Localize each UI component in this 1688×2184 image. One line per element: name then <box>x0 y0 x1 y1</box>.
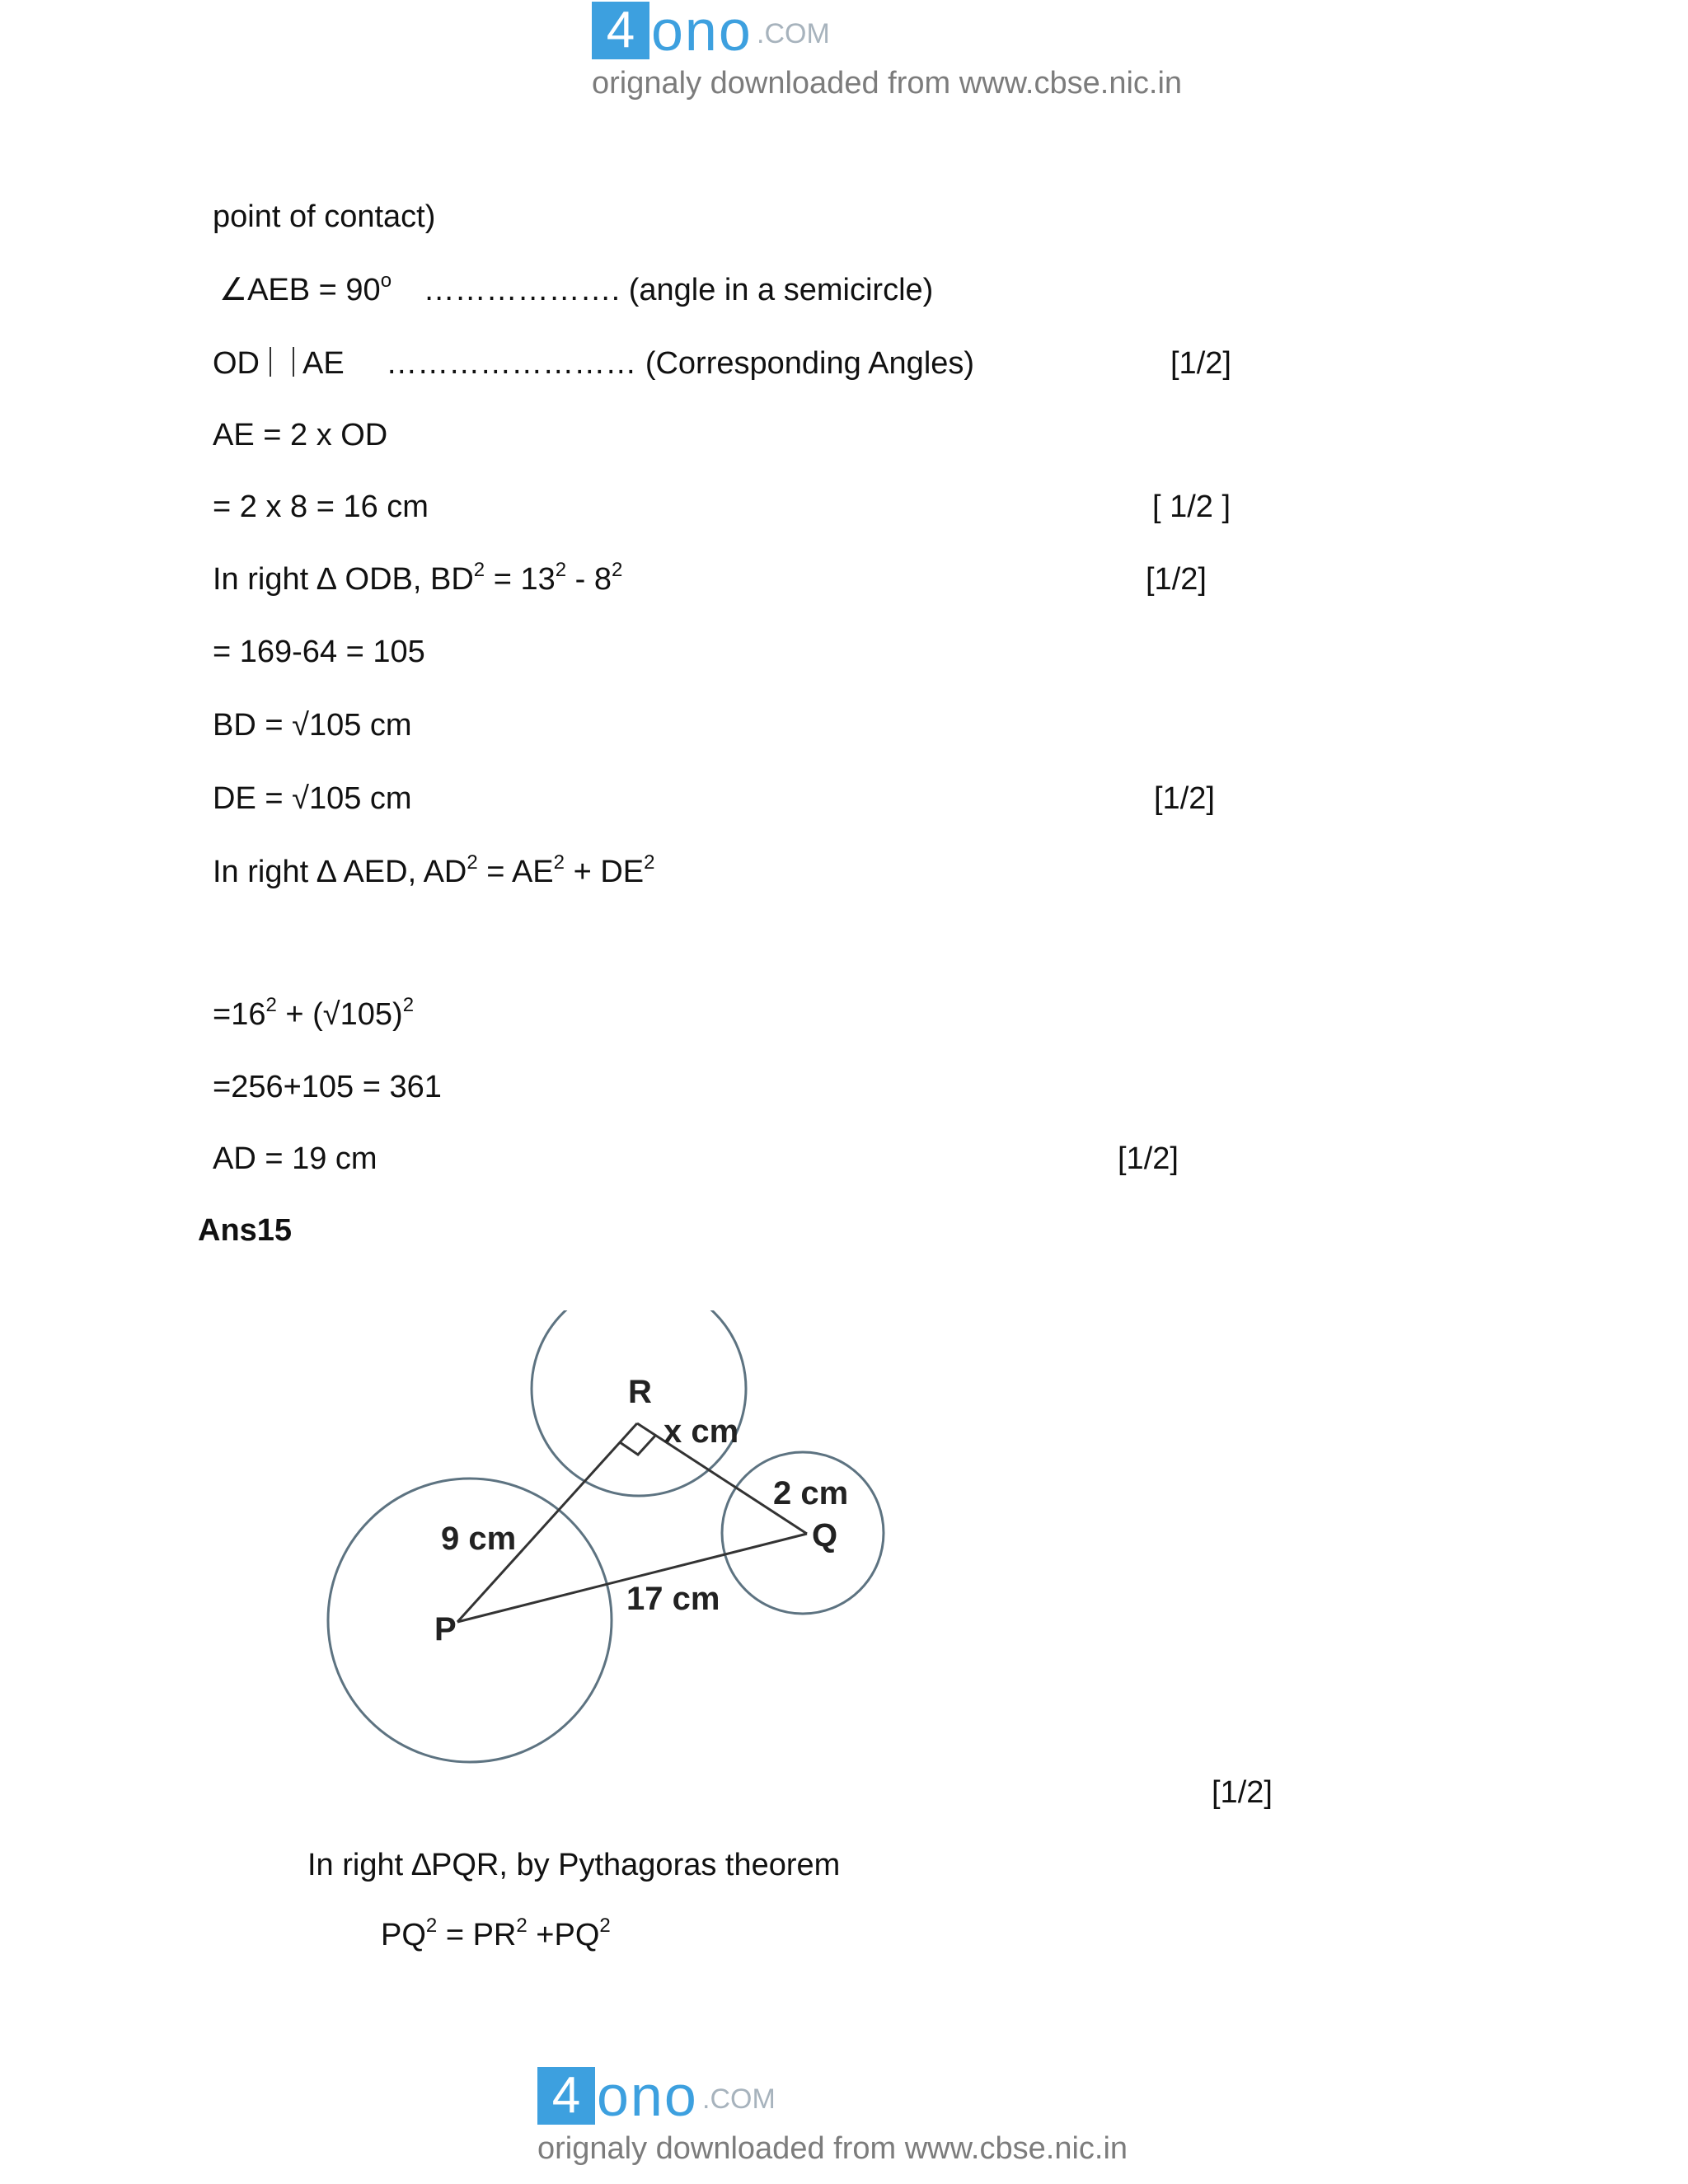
line-pq-squared: $PQ^2 = PR^2 +PQ^2$ <box>381 1915 611 1952</box>
mark-odb: [1/2] <box>1146 562 1207 597</box>
footer-logo-4-box: 4 <box>537 2067 595 2125</box>
logo-dot-com: .COM <box>757 18 830 49</box>
footer-logo-wordmark: ono <box>597 2064 698 2128</box>
footer-logo-dot-com: .COM <box>702 2083 776 2115</box>
label-2-cm: 2 cm <box>773 1475 849 1511</box>
mark-corresponding: [1/2] <box>1170 346 1231 381</box>
mark-figure: [1/2] <box>1212 1775 1273 1810</box>
mark-de: [1/2] <box>1154 781 1215 816</box>
line-odb-pythagoras: In right ∆ ODB, $BD^2 = 13^2 - 8^2$ <box>213 559 623 597</box>
label-9-cm: 9 cm <box>441 1521 517 1557</box>
label-17-cm: 17 cm <box>626 1581 720 1617</box>
line-ad-19: AD = 19 cm <box>213 1141 377 1176</box>
line-aed-pythagoras: In right ∆ AED, $AD^2 = AE^2 + DE^2$ <box>213 851 655 889</box>
line-256-105: =256+105 = 361 <box>213 1070 442 1104</box>
line-ae-equals: AE = 2 x OD <box>213 418 388 452</box>
line-bd-root: BD = √105 cm <box>213 708 412 743</box>
line-pqr-pythagoras: In right ∆PQR, by Pythagoras theorem <box>307 1848 841 1882</box>
line-od-parallel-ae: OD AE …………………… (Corresponding Angles) <box>213 346 975 381</box>
circles-triangle-figure <box>326 1310 903 1780</box>
answer-heading: Ans15 <box>198 1213 293 1248</box>
line-point-of-contact: point of contact) <box>213 199 436 234</box>
mark-16cm: [ 1/2 ] <box>1152 490 1231 524</box>
header-tagline: orignaly downloaded from www.cbse.nic.in <box>592 66 1183 101</box>
line-169-64: = 169-64 = 105 <box>213 635 425 669</box>
line-angle-aeb: ∠AEB = $90^o$ ………………. (angle in a semicircle) <box>219 269 934 307</box>
label-r: R <box>628 1374 652 1410</box>
line-de-root: DE = √105 cm <box>213 781 412 816</box>
parallel-symbol <box>270 347 294 377</box>
label-q: Q <box>812 1517 838 1554</box>
line-16-squared: $=16^2 + (√105)^2$ <box>213 994 415 1032</box>
footer-tagline: orignaly downloaded from www.cbse.nic.in <box>537 2131 1128 2166</box>
logo-wordmark: ono <box>651 0 753 63</box>
line-16cm: = 2 x 8 = 16 cm <box>213 490 429 524</box>
label-x-cm: x cm <box>663 1413 739 1450</box>
label-p: P <box>434 1611 457 1647</box>
mark-ad: [1/2] <box>1118 1141 1179 1176</box>
logo-4-box: 4 <box>592 2 649 59</box>
right-angle-marker <box>620 1436 655 1455</box>
